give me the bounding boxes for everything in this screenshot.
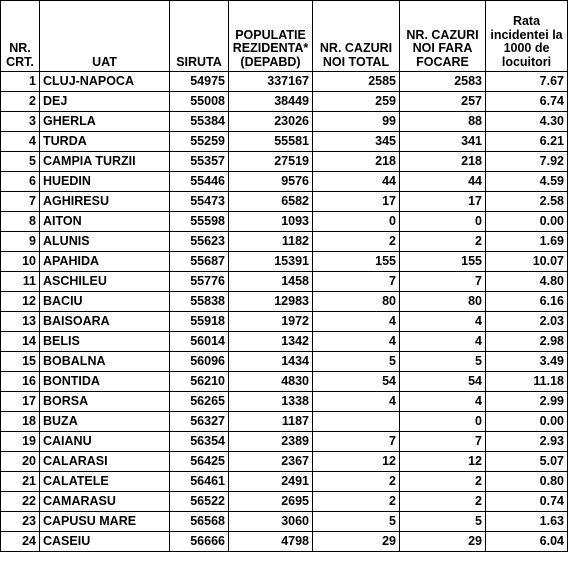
cell-cazuri-fara-focare: 4 <box>400 392 486 412</box>
cell-nr: 9 <box>1 232 40 252</box>
cell-uat: CAMPIA TURZII <box>40 152 170 172</box>
cell-cazuri-fara-focare: 17 <box>400 192 486 212</box>
cell-siruta: 56425 <box>170 452 229 472</box>
cell-nr: 13 <box>1 312 40 332</box>
cell-cazuri-fara-focare: 0 <box>400 212 486 232</box>
cell-nr: 4 <box>1 132 40 152</box>
cell-populatie: 1342 <box>229 332 313 352</box>
cell-rata: 2.03 <box>486 312 568 332</box>
table-row <box>1 392 568 412</box>
cell-cazuri-fara-focare: 4 <box>400 332 486 352</box>
table-row <box>1 372 568 392</box>
cell-nr: 12 <box>1 292 40 312</box>
cell-rata: 4.80 <box>486 272 568 292</box>
cell-cazuri-total: 4 <box>313 392 400 412</box>
cell-uat: BOBALNA <box>40 352 170 372</box>
table-row <box>1 352 568 372</box>
cell-cazuri-fara-focare: 257 <box>400 92 486 112</box>
cell-populatie: 1338 <box>229 392 313 412</box>
cell-rata: 5.07 <box>486 452 568 472</box>
cell-nr: 1 <box>1 72 40 92</box>
header-siruta: SIRUTA <box>170 1 229 72</box>
cell-uat: CALATELE <box>40 472 170 492</box>
cell-nr: 23 <box>1 512 40 532</box>
cell-siruta: 55008 <box>170 92 229 112</box>
cell-cazuri-total: 0 <box>313 212 400 232</box>
cell-nr: 7 <box>1 192 40 212</box>
cell-cazuri-fara-focare: 4 <box>400 312 486 332</box>
cell-cazuri-total: 99 <box>313 112 400 132</box>
cell-nr: 22 <box>1 492 40 512</box>
cell-rata: 6.21 <box>486 132 568 152</box>
cell-rata: 6.04 <box>486 532 568 552</box>
cell-nr: 11 <box>1 272 40 292</box>
cell-nr: 21 <box>1 472 40 492</box>
table-row <box>1 252 568 272</box>
cell-siruta: 55598 <box>170 212 229 232</box>
cell-siruta: 55623 <box>170 232 229 252</box>
cell-siruta: 55473 <box>170 192 229 212</box>
cell-rata: 7.92 <box>486 152 568 172</box>
cell-cazuri-fara-focare: 2 <box>400 232 486 252</box>
table-row <box>1 272 568 292</box>
cell-uat: BORSA <box>40 392 170 412</box>
cell-populatie: 23026 <box>229 112 313 132</box>
cell-cazuri-fara-focare: 0 <box>400 412 486 432</box>
cell-cazuri-total: 345 <box>313 132 400 152</box>
cell-populatie: 38449 <box>229 92 313 112</box>
cell-rata: 2.58 <box>486 192 568 212</box>
cell-cazuri-total: 4 <box>313 312 400 332</box>
cell-populatie: 2389 <box>229 432 313 452</box>
cell-populatie: 337167 <box>229 72 313 92</box>
header-rata: Rata incidentei la 1000 de locuitori <box>486 1 568 72</box>
table-row <box>1 312 568 332</box>
cell-rata: 3.49 <box>486 352 568 372</box>
table-row <box>1 92 568 112</box>
cell-uat: TURDA <box>40 132 170 152</box>
cell-populatie: 9576 <box>229 172 313 192</box>
cell-uat: APAHIDA <box>40 252 170 272</box>
cell-nr: 17 <box>1 392 40 412</box>
cell-uat: HUEDIN <box>40 172 170 192</box>
cell-uat: AGHIRESU <box>40 192 170 212</box>
cell-cazuri-fara-focare: 54 <box>400 372 486 392</box>
cell-siruta: 55918 <box>170 312 229 332</box>
cell-nr: 14 <box>1 332 40 352</box>
cell-siruta: 55259 <box>170 132 229 152</box>
cell-uat: GHERLA <box>40 112 170 132</box>
cell-cazuri-total: 2 <box>313 472 400 492</box>
cell-cazuri-fara-focare: 5 <box>400 352 486 372</box>
cell-populatie: 1434 <box>229 352 313 372</box>
cell-cazuri-total <box>313 412 400 432</box>
cell-populatie: 12983 <box>229 292 313 312</box>
cell-uat: BACIU <box>40 292 170 312</box>
cell-rata: 1.69 <box>486 232 568 252</box>
cell-uat: CAIANU <box>40 432 170 452</box>
cell-nr: 20 <box>1 452 40 472</box>
cell-uat: ALUNIS <box>40 232 170 252</box>
cell-populatie: 1093 <box>229 212 313 232</box>
table-row <box>1 72 568 92</box>
cell-siruta: 56522 <box>170 492 229 512</box>
cell-rata: 0.00 <box>486 412 568 432</box>
cell-populatie: 1458 <box>229 272 313 292</box>
cell-cazuri-total: 2 <box>313 492 400 512</box>
cell-populatie: 1182 <box>229 232 313 252</box>
cell-cazuri-total: 29 <box>313 532 400 552</box>
cell-cazuri-fara-focare: 155 <box>400 252 486 272</box>
cell-cazuri-total: 5 <box>313 352 400 372</box>
table-row <box>1 532 568 552</box>
cell-uat: CAMARASU <box>40 492 170 512</box>
cell-cazuri-fara-focare: 5 <box>400 512 486 532</box>
cell-cazuri-fara-focare: 44 <box>400 172 486 192</box>
cell-cazuri-fara-focare: 2 <box>400 472 486 492</box>
cell-rata: 2.98 <box>486 332 568 352</box>
cell-siruta: 56014 <box>170 332 229 352</box>
cell-siruta: 56461 <box>170 472 229 492</box>
cell-rata: 2.93 <box>486 432 568 452</box>
table-row <box>1 232 568 252</box>
cell-uat: CASEIU <box>40 532 170 552</box>
cell-populatie: 27519 <box>229 152 313 172</box>
cell-nr: 5 <box>1 152 40 172</box>
header-nr: NR. CRT. <box>1 1 40 72</box>
cell-uat: CALARASI <box>40 452 170 472</box>
cell-populatie: 2491 <box>229 472 313 492</box>
table-row <box>1 212 568 232</box>
table-row <box>1 132 568 152</box>
cell-cazuri-total: 7 <box>313 432 400 452</box>
cell-rata: 2.99 <box>486 392 568 412</box>
cell-rata: 6.16 <box>486 292 568 312</box>
cell-cazuri-total: 54 <box>313 372 400 392</box>
cell-populatie: 6582 <box>229 192 313 212</box>
cell-uat: CAPUSU MARE <box>40 512 170 532</box>
cell-nr: 8 <box>1 212 40 232</box>
cell-cazuri-fara-focare: 29 <box>400 532 486 552</box>
header-populatie: POPULATIE REZIDENTA* (DEPABD) <box>229 1 313 72</box>
table-row <box>1 192 568 212</box>
cell-rata: 6.74 <box>486 92 568 112</box>
cell-cazuri-fara-focare: 88 <box>400 112 486 132</box>
cell-siruta: 55838 <box>170 292 229 312</box>
cell-cazuri-total: 4 <box>313 332 400 352</box>
cell-cazuri-fara-focare: 80 <box>400 292 486 312</box>
cell-rata: 1.63 <box>486 512 568 532</box>
cell-cazuri-total: 218 <box>313 152 400 172</box>
cell-rata: 4.59 <box>486 172 568 192</box>
table-row <box>1 172 568 192</box>
cell-rata: 11.18 <box>486 372 568 392</box>
cell-cazuri-fara-focare: 7 <box>400 272 486 292</box>
cell-cazuri-total: 80 <box>313 292 400 312</box>
cell-cazuri-total: 7 <box>313 272 400 292</box>
cell-populatie: 3060 <box>229 512 313 532</box>
table-row <box>1 112 568 132</box>
cell-nr: 24 <box>1 532 40 552</box>
cell-siruta: 55446 <box>170 172 229 192</box>
cell-nr: 10 <box>1 252 40 272</box>
cell-siruta: 56210 <box>170 372 229 392</box>
cell-populatie: 1972 <box>229 312 313 332</box>
cell-nr: 3 <box>1 112 40 132</box>
cell-rata: 0.80 <box>486 472 568 492</box>
cell-cazuri-total: 17 <box>313 192 400 212</box>
cell-nr: 2 <box>1 92 40 112</box>
cell-uat: CLUJ-NAPOCA <box>40 72 170 92</box>
cell-siruta: 55776 <box>170 272 229 292</box>
cell-cazuri-total: 259 <box>313 92 400 112</box>
table-row <box>1 412 568 432</box>
header-row <box>1 1 568 72</box>
cell-uat: BAISOARA <box>40 312 170 332</box>
cell-uat: AITON <box>40 212 170 232</box>
cell-uat: ASCHILEU <box>40 272 170 292</box>
cell-uat: BUZA <box>40 412 170 432</box>
cell-siruta: 54975 <box>170 72 229 92</box>
header-cazuri-fara-focare: NR. CAZURI NOI FARA FOCARE <box>400 1 486 72</box>
cell-populatie: 15391 <box>229 252 313 272</box>
cell-nr: 18 <box>1 412 40 432</box>
cell-siruta: 56666 <box>170 532 229 552</box>
table-row <box>1 512 568 532</box>
table-row <box>1 152 568 172</box>
cell-cazuri-fara-focare: 12 <box>400 452 486 472</box>
cell-cazuri-fara-focare: 2583 <box>400 72 486 92</box>
cell-populatie: 55581 <box>229 132 313 152</box>
cell-populatie: 2367 <box>229 452 313 472</box>
table-row <box>1 292 568 312</box>
cell-siruta: 56096 <box>170 352 229 372</box>
cell-siruta: 56354 <box>170 432 229 452</box>
cell-rata: 7.67 <box>486 72 568 92</box>
table-row <box>1 332 568 352</box>
cell-cazuri-fara-focare: 218 <box>400 152 486 172</box>
table-row <box>1 452 568 472</box>
cell-cazuri-fara-focare: 7 <box>400 432 486 452</box>
cell-uat: BELIS <box>40 332 170 352</box>
table-row <box>1 492 568 512</box>
cell-cazuri-fara-focare: 2 <box>400 492 486 512</box>
cell-populatie: 1187 <box>229 412 313 432</box>
header-cazuri-total: NR. CAZURI NOI TOTAL <box>313 1 400 72</box>
cell-populatie: 4798 <box>229 532 313 552</box>
cell-nr: 6 <box>1 172 40 192</box>
table-row <box>1 432 568 452</box>
cell-rata: 0.74 <box>486 492 568 512</box>
cell-uat: BONTIDA <box>40 372 170 392</box>
cell-nr: 16 <box>1 372 40 392</box>
cell-cazuri-total: 12 <box>313 452 400 472</box>
cell-nr: 19 <box>1 432 40 452</box>
table-row <box>1 472 568 492</box>
cell-cazuri-total: 2585 <box>313 72 400 92</box>
cell-cazuri-total: 155 <box>313 252 400 272</box>
cell-siruta: 56327 <box>170 412 229 432</box>
cell-siruta: 55384 <box>170 112 229 132</box>
cell-populatie: 4830 <box>229 372 313 392</box>
cell-rata: 10.07 <box>486 252 568 272</box>
cell-siruta: 56568 <box>170 512 229 532</box>
cell-cazuri-total: 5 <box>313 512 400 532</box>
cell-cazuri-total: 44 <box>313 172 400 192</box>
cell-rata: 4.30 <box>486 112 568 132</box>
header-uat: UAT <box>40 1 170 72</box>
cell-cazuri-total: 2 <box>313 232 400 252</box>
cell-nr: 15 <box>1 352 40 372</box>
cell-uat: DEJ <box>40 92 170 112</box>
cell-siruta: 56265 <box>170 392 229 412</box>
cell-rata: 0.00 <box>486 212 568 232</box>
cell-siruta: 55687 <box>170 252 229 272</box>
cell-siruta: 55357 <box>170 152 229 172</box>
cell-cazuri-fara-focare: 341 <box>400 132 486 152</box>
cell-populatie: 2695 <box>229 492 313 512</box>
